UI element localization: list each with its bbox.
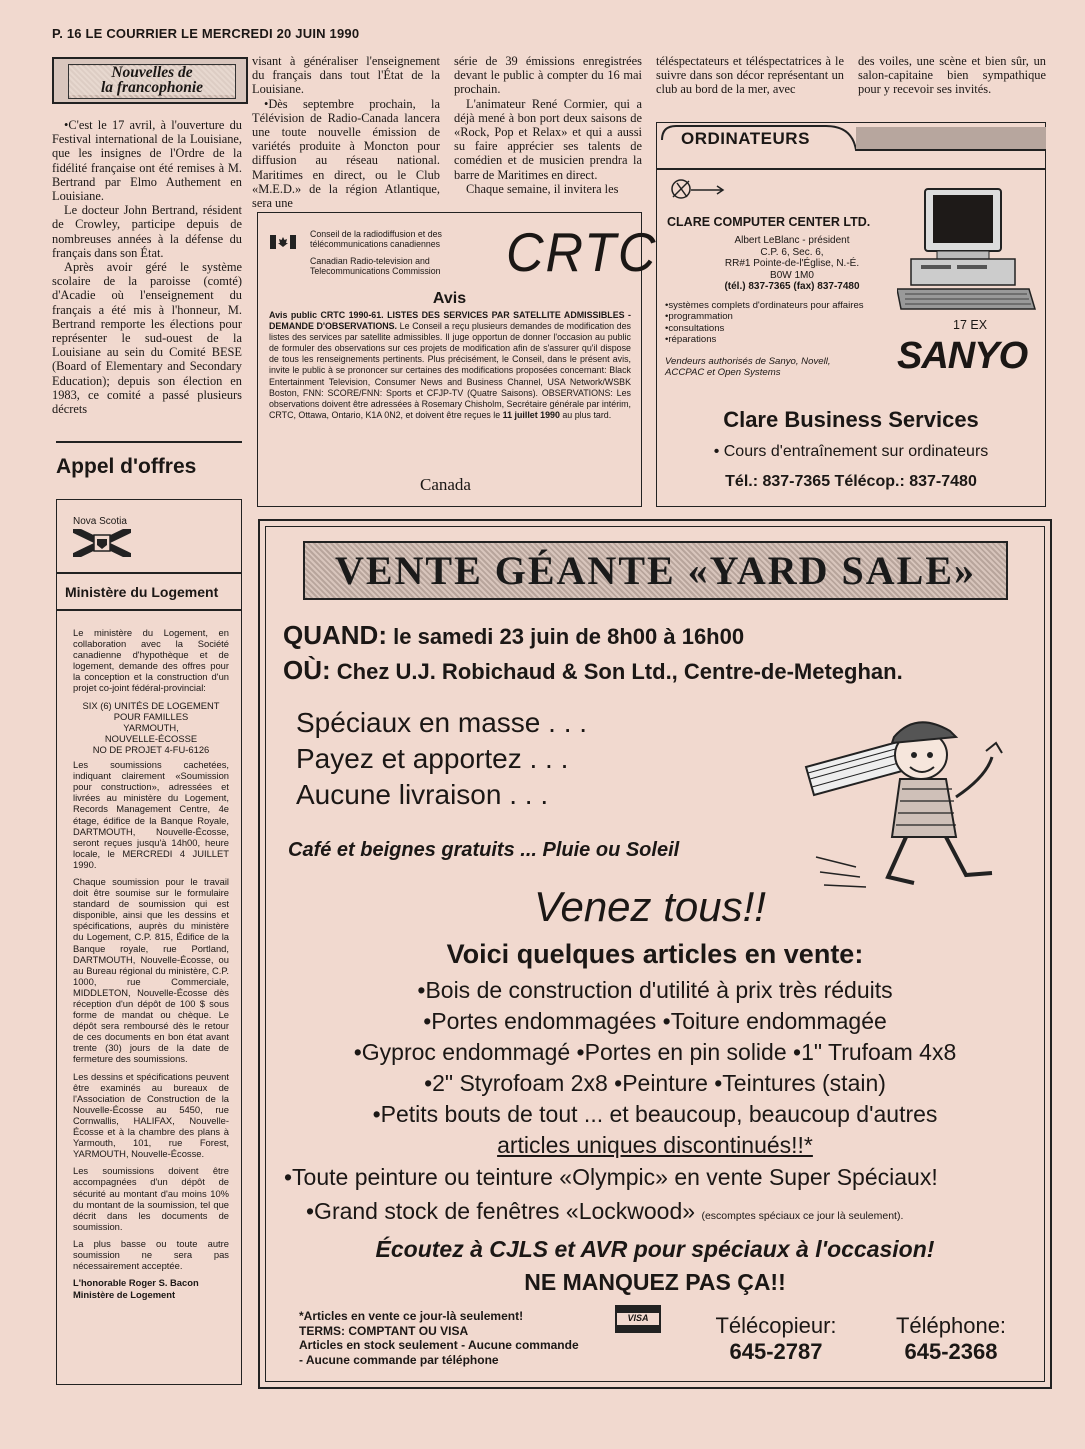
yard-sale-banner: VENTE GÉANTE «YARD SALE» — [303, 541, 1008, 600]
ministry-title: Ministère du Logement — [65, 584, 219, 600]
sale-terms: *Articles en vente ce jour-là seulement! TERMS: COMPTANT OU VISA Articles en stock seulement - Aucune commande - Aucune commande par téléphone — [299, 1309, 579, 1367]
canada-wordmark: Canada — [420, 475, 471, 494]
olympic-promo: •Toute peinture ou teinture «Olympic» en vente Super Spéciaux! — [284, 1164, 938, 1190]
francophonie-column-3 — [454, 54, 642, 196]
francophonie-title-box — [52, 57, 248, 104]
visa-card-icon: VISA — [615, 1305, 661, 1333]
sale-where: OÙ: Chez U.J. Robichaud & Son Ltd., Centre-de-Meteghan. — [283, 655, 903, 685]
specials-list: Spéciaux en masse . . . Payez et apportez . . . Aucune livraison . . . — [296, 707, 588, 810]
appel-paragraph: Les soumissions cachetées, indiquant clairement «Soumission pour construction», adressées et livrées au ministère du Logement, Records Management Centre, 4e étage, édifice de la Banque Royale, DARTMOUTH, Nouvelle-Écosse, seront reçues jusqu'à 14h00, heure locale, le MERCREDI 4 JUILLET 1990. — [73, 759, 229, 870]
divider — [57, 609, 241, 611]
ordinateurs-ad — [656, 122, 1046, 507]
article-paragraph: Le docteur John Bertrand, résident de Crowley, participe depuis de nombreuses années à la défense du français dans son État. — [52, 203, 242, 260]
vendors-note: Vendeurs authorisés de Sanyo, Novell, ACCPAC et Open Systems — [665, 356, 831, 379]
ne-manquez-pas: NE MANQUEZ PAS ÇA!! — [524, 1269, 786, 1295]
canada-flag-icon — [270, 235, 296, 254]
appel-paragraph: Le ministère du Logement, en collaboration avec la Société canadienne d'hypothèque et de logement, demande des offres pour la conception et la construction d'un projet co-joint fédéral-provincial: — [73, 627, 229, 694]
section-divider — [56, 441, 242, 443]
divider — [657, 168, 1045, 170]
article-paragraph: visant à généraliser l'enseignement du français dans tout l'État de la Louisiane. — [252, 54, 440, 97]
sale-when: QUAND: le samedi 23 juin de 8h00 à 16h00 — [283, 620, 745, 650]
computer-model-label: 17 EX — [953, 318, 988, 332]
appel-paragraph: Les soumissions doivent être accompagnées d'un dépôt de sécurité au montant d'au moins 10% du montant de la soumission, tel que décrit dans les documents de soumission. — [73, 1165, 229, 1232]
articles-list: •Bois de construction d'utilité à prix très réduits •Portes endommagées •Toiture endommagée •Gyproc endommagé •Portes en pin solide •1" Trufoam 4x8 •2" Styrofoam 2x8 •Peinture •Teintures (stain) •Petits bouts de tout ... et beaucoup, beaucoup d'autres articles uniques discontinués!!* — [353, 977, 957, 1158]
business-course: • Cours d'entraînement sur ordinateurs — [713, 443, 989, 460]
article-paragraph: téléspectateurs et téléspectatrices à le suivre dans son décor représentant un club au bord de la mer, avec — [656, 54, 844, 97]
business-contact: Tél.: 837-7365 Télécop.: 837-7480 — [725, 473, 977, 490]
sanyo-logo: SANYO — [897, 335, 1028, 377]
divider — [57, 572, 241, 574]
francophonie-column-1 — [52, 118, 242, 416]
project-block: SIX (6) UNITÉS DE LOGEMENT POUR FAMILLES YARMOUTH, NOUVELLE-ÉCOSSE NO DE PROJET 4-FU-6126 — [82, 699, 220, 755]
article-paragraph: des voiles, une scène et bien sûr, un salon-capitaine bien sympathique pour y recevoir ses invités. — [858, 54, 1046, 97]
article-paragraph: •Dès septembre prochain, la Télévision de Radio-Canada lancera une toute nouvelle émission de variétés produite à Moncton pour diffusion au réseau national. Maritimes en direct, ou le Club «M.E.D.» de la région Atlantique, sera une — [252, 96, 440, 211]
ordinateurs-tab-title: ORDINATEURS — [681, 129, 810, 148]
signature: L'honorable Roger S. Bacon Ministère de Logement — [73, 1277, 199, 1300]
article-paragraph: série de 39 émissions enregistrées devant le public à compter du 16 mai prochain. — [454, 54, 642, 97]
business-name: Clare Business Services — [723, 407, 979, 432]
francophonie-column-2 — [252, 54, 440, 210]
francophonie-column-4 — [656, 54, 844, 97]
fax-contact: Télécopieur: 645-2787 — [715, 1313, 837, 1364]
company-address: Albert LeBlanc - président C.P. 6, Sec. 6, RR#1 Pointe-de-l'Église, N.-É. B0W 1M0 (tél.) 837-7365 (fax) 837-7480 — [724, 235, 860, 292]
crtc-english-name: Canadian Radio-television and Telecommunications Commission — [310, 256, 441, 276]
yard-sale-ad — [258, 519, 1052, 1389]
article-paragraph: L'animateur René Cormier, qui a déjà mené à bon port deux saisons de «Rock, Pop et Relax» et qui a aussi su faire apprécier ses talents de comédien et de musicien prendra la barre de Maritimes en direct. — [454, 96, 642, 182]
crtc-avis-body: Avis public CRTC 1990-61. LISTES DES SERVICES PAR SATELLITE ADMISSIBLES - DEMANDE D'OBSERVATIONS. Le Conseil a reçu plusieurs demandes de modification des listes des services par satellite admissibles. Il juge opportun de donner l'occasion au public de formuler des observations sur ces projets de modification afin de s'assurer qu'il dispose de tous les renseignements pertinents. Plus précisément, le Conseil, dans le présent avis, invite le public à se prononcer sur certaines des modifications proposées concernant: Black Entertainment Television, Consumer News and Business Channel, USA Network/WSBK Boston, FNN: SCORE/FNN: Sports et CFJP-TV (Quatre Saisons). OBSERVATIONS: Les observations doivent être adressées à Rosemary Chisholm, Secrétaire générale par intérim, CRTC, Ottawa, Ontario, K1A 0N2, et doivent être reçues le 11 juillet 1990 au plus tard. — [269, 310, 631, 420]
phone-contact: Téléphone: 645-2368 — [895, 1313, 1007, 1364]
free-coffee-note: Café et beignes gratuits ... Pluie ou Soleil — [288, 839, 680, 861]
francophonie-column-5 — [858, 54, 1046, 97]
appel-offres-box — [56, 499, 242, 1385]
articles-heading: Voici quelques articles en vente: — [446, 939, 864, 969]
nova-scotia-flag-icon — [73, 529, 131, 562]
services-list: •systèmes complets d'ordinateurs pour affaires •programmation •consultations •réparations — [665, 300, 864, 346]
crtc-french-name: Conseil de la radiodiffusion et des télécommunications canadiennes — [310, 229, 442, 249]
clare-logo-icon — [667, 175, 727, 210]
francophonie-title: Nouvelles de la francophonie — [69, 66, 235, 95]
appel-offres-text — [73, 627, 229, 1300]
company-name: CLARE COMPUTER CENTER LTD. — [667, 215, 871, 229]
province-label: Nova Scotia — [73, 516, 127, 527]
appel-offres-heading: Appel d'offres — [56, 455, 197, 478]
radio-note: Écoutez à CJLS et AVR pour spéciaux à l'occasion! — [375, 1236, 935, 1262]
appel-paragraph: Chaque soumission pour le travail doit être soumise sur le formulaire standard de soumission qui est disponible, ainsi que les dessins et spécifications, auprès du ministère du Logement, C.P. 815, Édifice de la Banque royale, rue Portland, DARTMOUTH, Nouvelle-Écosse, ou au Bureau régional du ministère, C.P. 1000, rue Commerciale, MIDDLETON, Nouvelle-Écosse dès réception d'un dépôt de 100 $ sous forme de mandat ou chèque. Le dépôt sera remboursé dès le retour de ces documents en bon état avant trente (30) jours de la date de fermeture des soumissions. — [73, 875, 229, 1065]
lockwood-promo: •Grand stock de fenêtres «Lockwood» (escomptes spéciaux ce jour là seulement). — [306, 1198, 904, 1224]
article-paragraph: •C'est le 17 avril, à l'ouverture du Festival international de la Louisiane, que les insignes de l'Ordre de la fidélité française ont été remises à M. Bertrand par Elmo Authement en Louisiane. — [52, 118, 242, 204]
venez-tous: Venez tous!! — [534, 883, 766, 930]
appel-paragraph: La plus basse ou toute autre soumission ne sera pas nécessairement acceptée. — [73, 1237, 229, 1272]
article-paragraph: Chaque semaine, il invitera les — [466, 181, 619, 196]
page-header: P. 16 LE COURRIER LE MERCREDI 20 JUIN 1990 — [52, 26, 360, 41]
crtc-notice-box — [257, 212, 658, 507]
crtc-logo: CRTC — [506, 222, 658, 284]
article-paragraph: Après avoir géré le système scolaire de la paroisse (comté) d'Acadie où l'enseignement du français a été mis à l'honneur, M. Bertrand remporte les élections pour représenter le sud-ouest de la Louisiane au sein du Comité BESE (Board of Elementary and Secondary Education); depuis son élection en 1983, ce comité a passé plusieurs décrets — [52, 260, 242, 417]
appel-paragraph: Les dessins et spécifications peuvent être examinés au bureaux de l'Association de Construction de la Nouvelle-Écosse au 5450, rue Cornwallis, HALIFAX, Nouvelle-Écosse et à la chambre des plans à Yarmouth, 101, rue Forest, YARMOUTH, Nouvelle-Écosse. — [73, 1070, 229, 1160]
crtc-avis-title: Avis — [432, 290, 467, 307]
computer-illustration-icon — [897, 181, 1037, 321]
lumber-man-illustration-icon — [796, 707, 1016, 897]
